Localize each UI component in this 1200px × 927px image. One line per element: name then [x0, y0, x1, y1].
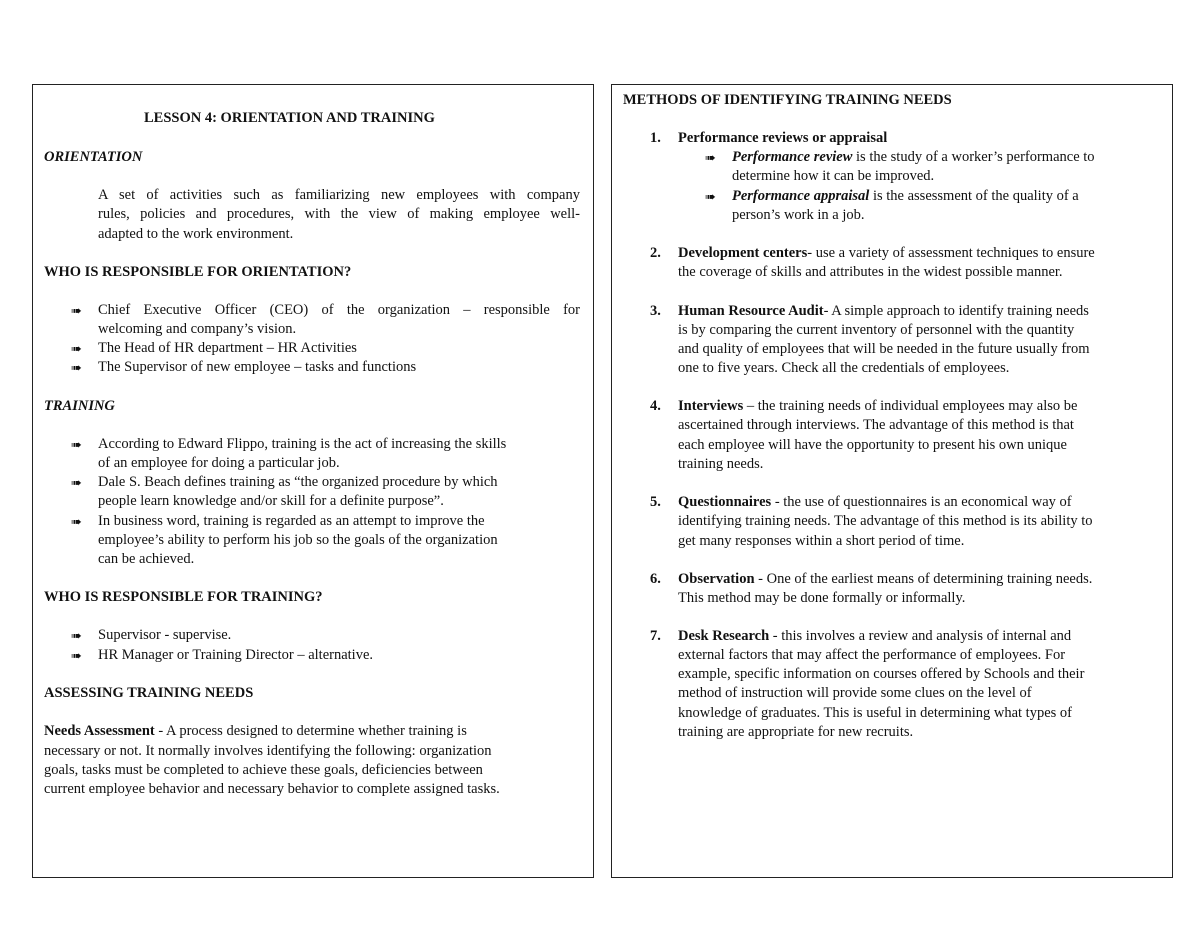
list-item: The Supervisor of new employee – tasks and functions	[98, 359, 417, 375]
sub-text: is the study of a worker’s performance to	[852, 149, 1095, 165]
method-item	[678, 302, 1089, 321]
method-text-cont: method of instruction will provide some clues on the level of	[678, 685, 1032, 701]
list-item-cont: can be achieved.	[98, 551, 195, 567]
arrow-bullet-icon: ➠	[71, 437, 82, 452]
method-term: Interviews	[678, 398, 744, 414]
list-item: The Head of HR department – HR Activities	[98, 340, 357, 356]
method-term: Development centers	[678, 245, 808, 261]
method-text-cont: identifying training needs. The advantage of this method is its ability to	[678, 513, 1093, 529]
method-term: Desk Research	[678, 628, 770, 644]
list-item: Dale S. Beach defines training as “the organized procedure by which	[98, 474, 498, 490]
arrow-bullet-icon: ➠	[71, 628, 82, 643]
method-text-cont: training are appropriate for new recruits.	[678, 724, 914, 740]
orientation-heading: ORIENTATION	[44, 149, 143, 165]
list-item-cont: of an employee for doing a particular job.	[98, 455, 340, 471]
method-item	[678, 570, 1092, 589]
list-item: HR Manager or Training Director – alternative.	[98, 647, 374, 663]
list-item: Supervisor - supervise.	[98, 627, 232, 643]
method-text: – the training needs of individual employees may also be	[743, 398, 1078, 414]
sub-term: Performance review	[732, 149, 853, 165]
sub-item-cont: determine how it can be improved.	[732, 168, 935, 184]
orientation-def-line: A set of activities such as familiarizing new employees with company	[98, 187, 580, 203]
arrow-bullet-icon: ➠	[71, 475, 82, 490]
orientation-def-line: rules, policies and procedures, with the view of making employee well-	[98, 206, 580, 222]
method-term: Human Resource Audit	[678, 303, 824, 319]
training-heading: TRAINING	[44, 398, 115, 414]
method-text-cont: training needs.	[678, 456, 764, 472]
arrow-bullet-icon: ➠	[71, 648, 82, 663]
resp-training-heading: WHO IS RESPONSIBLE FOR TRAINING?	[44, 589, 323, 605]
arrow-bullet-icon: ➠	[71, 341, 82, 356]
list-item-cont: employee’s ability to perform his job so the goals of the organization	[98, 532, 498, 548]
sub-item	[732, 148, 1095, 167]
method-text-cont: This method may be done formally or informally.	[678, 590, 966, 606]
needs-assessment-line: necessary or not. It normally involves identifying the following: organization	[44, 743, 492, 759]
arrow-bullet-icon: ➠	[705, 189, 716, 204]
method-number: 4.	[650, 398, 661, 414]
method-text-cont: one to five years. Check all the credentials of employees.	[678, 360, 1010, 376]
arrow-bullet-icon: ➠	[71, 360, 82, 375]
method-text: - A simple approach to identify training needs	[823, 303, 1089, 319]
method-term: Observation	[678, 571, 755, 587]
methods-heading: METHODS OF IDENTIFYING TRAINING NEEDS	[623, 92, 952, 108]
list-item-cont: welcoming and company’s vision.	[98, 321, 297, 337]
arrow-bullet-icon: ➠	[71, 303, 82, 318]
method-item	[678, 627, 1071, 646]
method-text-cont: external factors that may affect the performance of employees. For	[678, 647, 1066, 663]
method-text: - the use of questionnaires is an economical way of	[771, 494, 1072, 510]
needs-assessment-line: current employee behavior and necessary behavior to complete assigned tasks.	[44, 781, 500, 797]
method-number: 2.	[650, 245, 661, 261]
method-text-cont: is by comparing the current inventory of personnel with the quantity	[678, 322, 1075, 338]
method-text-cont: example, specific information on courses offered by Schools and their	[678, 666, 1085, 682]
method-text: - One of the earliest means of determining training needs.	[754, 571, 1093, 587]
method-number: 7.	[650, 628, 661, 644]
list-item: Chief Executive Officer (CEO) of the organization – responsible for	[98, 302, 580, 318]
method-text: - use a variety of assessment techniques to ensure	[807, 245, 1095, 261]
sub-item-cont: person’s work in a job.	[732, 207, 865, 223]
arrow-bullet-icon: ➠	[71, 514, 82, 529]
method-text-cont: get many responses within a short period of time.	[678, 533, 965, 549]
method-text-cont: the coverage of skills and attributes in the widest possible manner.	[678, 264, 1063, 280]
method-number: 5.	[650, 494, 661, 510]
method-text-cont: and quality of employees that will be needed in the future usually from	[678, 341, 1090, 357]
method-text: - this involves a review and analysis of internal and	[769, 628, 1072, 644]
assessing-heading: ASSESSING TRAINING NEEDS	[44, 685, 254, 701]
method-number: 3.	[650, 303, 661, 319]
orientation-def-line: adapted to the work environment.	[98, 226, 294, 242]
list-item: According to Edward Flippo, training is the act of increasing the skills	[98, 436, 507, 452]
sub-item	[732, 187, 1079, 206]
arrow-bullet-icon: ➠	[705, 150, 716, 165]
method-text-cont: each employee will have the opportunity to present his own unique	[678, 437, 1067, 453]
method-text-cont: ascertained through interviews. The advantage of this method is that	[678, 417, 1074, 433]
method-text-cont: knowledge of graduates. This is useful in determining what types of	[678, 705, 1072, 721]
method-number: 6.	[650, 571, 661, 587]
method-term: Questionnaires	[678, 494, 772, 510]
sub-text: is the assessment of the quality of a	[869, 188, 1079, 204]
method-item	[678, 397, 1077, 416]
needs-assessment-line: goals, tasks must be completed to achieve these goals, deficiencies between	[44, 762, 483, 778]
needs-text: - A process designed to determine whether training is	[154, 723, 467, 739]
method-item	[678, 244, 1095, 263]
method-number: 1.	[650, 130, 661, 146]
method-item	[678, 493, 1072, 512]
needs-assessment-line	[44, 722, 467, 741]
method-title: Performance reviews or appraisal	[678, 130, 888, 146]
resp-orientation-heading: WHO IS RESPONSIBLE FOR ORIENTATION?	[44, 264, 352, 280]
list-item-cont: people learn knowledge and/or skill for a definite purpose”.	[98, 493, 444, 509]
sub-term: Performance appraisal	[732, 188, 870, 204]
needs-term: Needs Assessment	[44, 723, 155, 739]
lesson-title: LESSON 4: ORIENTATION AND TRAINING	[144, 110, 435, 126]
list-item: In business word, training is regarded as an attempt to improve the	[98, 513, 485, 529]
